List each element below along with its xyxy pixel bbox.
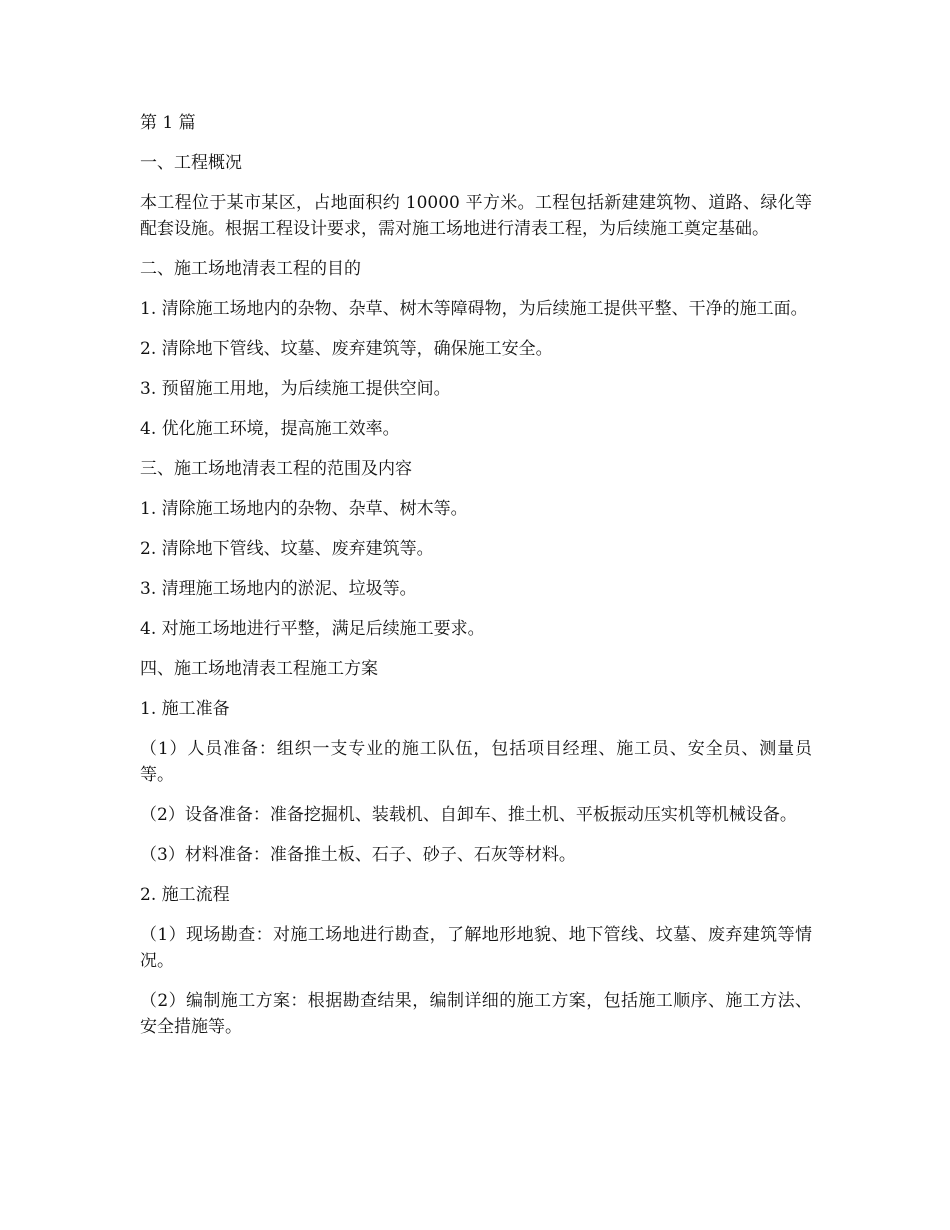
preparation-item-2: （2）设备准备：准备挖掘机、装载机、自卸车、推土机、平板振动压实机等机械设备。 xyxy=(140,805,797,825)
process-item-1: （1）现场勘查：对施工场地进行勘查，了解地形地貌、地下管线、坟墓、废弃建筑等情况。 xyxy=(140,925,812,971)
section-heading-overview: 一、工程概况 xyxy=(140,153,242,173)
preparation-item-3: （3）材料准备：准备推土板、石子、砂子、石灰等材料。 xyxy=(140,845,576,865)
plan-subheading-preparation: 1. 施工准备 xyxy=(140,699,230,719)
process-item-2: （2）编制施工方案：根据勘查结果，编制详细的施工方案，包括施工顺序、施工方法、安全措施等。 xyxy=(140,991,812,1037)
purpose-item-2: 2. 清除地下管线、坟墓、废弃建筑等，确保施工安全。 xyxy=(140,339,553,359)
scope-item-3: 3. 清理施工场地内的淤泥、垃圾等。 xyxy=(140,579,417,599)
plan-subheading-process: 2. 施工流程 xyxy=(140,885,230,905)
scope-item-4: 4. 对施工场地进行平整，满足后续施工要求。 xyxy=(140,619,485,639)
preparation-item-1: （1）人员准备：组织一支专业的施工队伍，包括项目经理、施工员、安全员、测量员等。 xyxy=(140,739,812,785)
purpose-item-4: 4. 优化施工环境，提高施工效率。 xyxy=(140,419,400,439)
purpose-item-1: 1. 清除施工场地内的杂物、杂草、树木等障碍物，为后续施工提供平整、干净的施工面。 xyxy=(140,299,808,319)
page-label: 第 1 篇 xyxy=(140,113,196,133)
purpose-item-3: 3. 预留施工用地，为后续施工提供空间。 xyxy=(140,379,451,399)
section-heading-plan: 四、施工场地清表工程施工方案 xyxy=(140,659,378,679)
scope-item-2: 2. 清除地下管线、坟墓、废弃建筑等。 xyxy=(140,539,434,559)
section-heading-scope: 三、施工场地清表工程的范围及内容 xyxy=(140,459,412,479)
overview-paragraph: 本工程位于某市某区，占地面积约 10000 平方米。工程包括新建建筑物、道路、绿化等配套设施。根据工程设计要求，需对施工场地进行清表工程，为后续施工奠定基础。 xyxy=(140,193,812,239)
document-body xyxy=(140,110,812,1054)
scope-item-1: 1. 清除施工场地内的杂物、杂草、树木等。 xyxy=(140,499,468,519)
section-heading-purpose: 二、施工场地清表工程的目的 xyxy=(140,259,361,279)
